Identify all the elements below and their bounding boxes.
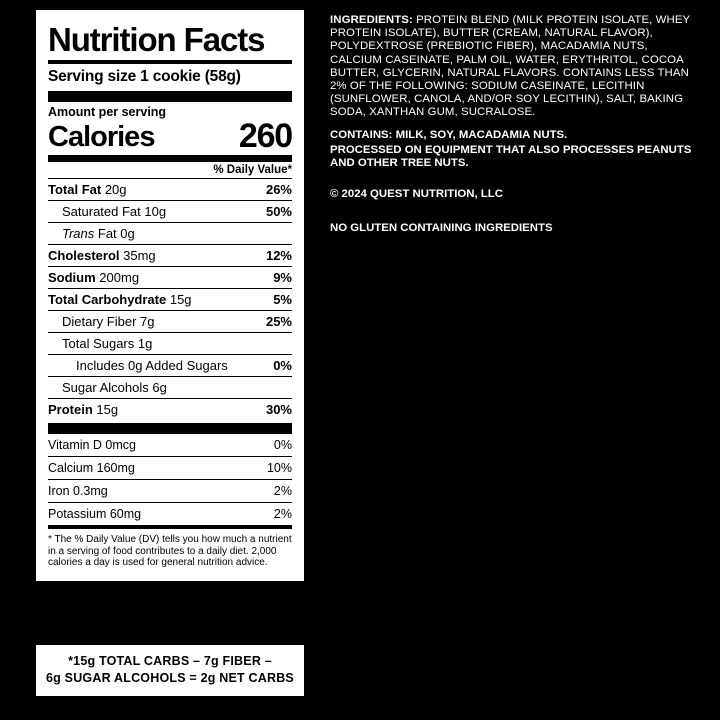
- table-row-total-sugars: [48, 332, 292, 354]
- row-label: Total Sugars 1g: [62, 336, 153, 351]
- net-carbs-line-2: 6g SUGAR ALCOHOLS = 2g NET CARBS: [46, 671, 294, 685]
- daily-value-footnote: * The % Daily Value (DV) tells you how much a nutrient in a serving of food contributes to a daily diet. 2,000 calories a day is used for general nutrition advice.: [48, 525, 292, 571]
- ingredients-block: [330, 14, 694, 120]
- row-label: Sodium 200mg: [48, 270, 140, 285]
- no-gluten-statement: NO GLUTEN CONTAINING INGREDIENTS: [330, 222, 553, 235]
- table-row-added-sugars: [48, 354, 292, 376]
- row-dv: 10%: [266, 461, 292, 475]
- row-dv: 25%: [265, 314, 292, 329]
- table-row-total-carbohydrate: [48, 288, 292, 310]
- row-dv: 30%: [265, 402, 292, 417]
- calories-label: Calories: [48, 121, 155, 153]
- nutrition-facts-panel: [36, 10, 304, 581]
- row-dv: 50%: [265, 204, 292, 219]
- row-dv: 12%: [265, 248, 292, 263]
- table-row-total-fat: [48, 178, 292, 200]
- divider-thick-2: [48, 155, 292, 162]
- table-row-iron: [48, 479, 292, 502]
- row-label: Potassium 60mg: [48, 507, 142, 521]
- table-row-vitamin-d: [48, 434, 292, 456]
- allergen-contains: CONTAINS: MILK, SOY, MACADAMIA NUTS.: [330, 128, 568, 141]
- row-label: Trans Fat 0g: [62, 226, 135, 241]
- row-dv: 2%: [273, 484, 292, 498]
- calories-row: [48, 119, 292, 155]
- divider-thick-3: [48, 423, 292, 434]
- row-label: Vitamin D 0mcg: [48, 438, 136, 452]
- row-label: Total Carbohydrate 15g: [48, 292, 192, 307]
- table-row-sodium: [48, 266, 292, 288]
- serving-size: Serving size 1 cookie (58g): [48, 68, 241, 85]
- ingredients-body: PROTEIN BLEND (MILK PROTEIN ISOLATE, WHEY PROTEIN ISOLATE), BUTTER (CREAM, NATURAL FLAVOR), POLYDEXTROSE (PREBIOTIC FIBER), MACADAMIA NUTS, CALCIUM CASEINATE, PALM OIL, WATER, ERYTHRITOL, COCOA BUTTER, GLYCERIN, NATURAL FLAVORS. CONTAINS LESS THAN 2% OF THE FOLLOWING: SODIUM CASEINATE, LECITHIN (SUNFLOWER, CANOLA, AND/OR SOY LECITHIN), SALT, BAKING SODA, XANTHAN GUM, SUCRALOSE.: [330, 14, 691, 119]
- row-label: Includes 0g Added Sugars: [76, 358, 228, 373]
- daily-value-header: % Daily Value*: [213, 164, 292, 176]
- table-row-sugar-alcohols: [48, 376, 292, 398]
- row-dv: 26%: [265, 182, 292, 197]
- row-dv: 9%: [273, 270, 292, 285]
- table-row-trans-fat: [48, 222, 292, 244]
- amount-per-serving-label: Amount per serving: [48, 105, 167, 119]
- row-dv: 0%: [273, 438, 292, 452]
- row-label: Saturated Fat 10g: [62, 204, 167, 219]
- table-row-protein: [48, 398, 292, 420]
- row-label: Calcium 160mg: [48, 461, 135, 475]
- nutrition-facts-title: Nutrition Facts: [48, 21, 265, 58]
- table-row-saturated-fat: [48, 200, 292, 222]
- table-row-cholesterol: [48, 244, 292, 266]
- table-row-calcium: [48, 456, 292, 479]
- row-dv: 5%: [273, 292, 292, 307]
- net-carbs-callout: [36, 645, 304, 696]
- nutrition-facts-box: [36, 10, 304, 581]
- row-label: Protein 15g: [48, 402, 119, 417]
- ingredients-heading: INGREDIENTS:: [330, 14, 413, 26]
- net-carbs-line-1: *15g TOTAL CARBS – 7g FIBER –: [68, 654, 272, 668]
- row-label: Iron 0.3mg: [48, 484, 108, 498]
- row-label: Dietary Fiber 7g: [62, 314, 155, 329]
- row-dv: 2%: [273, 507, 292, 521]
- calories-value: 260: [238, 117, 292, 155]
- ingredients-panel: [330, 14, 694, 234]
- table-row-potassium: [48, 502, 292, 525]
- row-label: Cholesterol 35mg: [48, 248, 156, 263]
- table-row-dietary-fiber: [48, 310, 292, 332]
- copyright-notice: © 2024 QUEST NUTRITION, LLC: [330, 188, 503, 201]
- row-label: Total Fat 20g: [48, 182, 127, 197]
- allergen-processed: PROCESSED ON EQUIPMENT THAT ALSO PROCESSES PEANUTS AND OTHER TREE NUTS.: [330, 143, 692, 170]
- divider-thick-1: [48, 91, 292, 102]
- row-label: Sugar Alcohols 6g: [62, 380, 167, 395]
- row-dv: 0%: [273, 358, 292, 373]
